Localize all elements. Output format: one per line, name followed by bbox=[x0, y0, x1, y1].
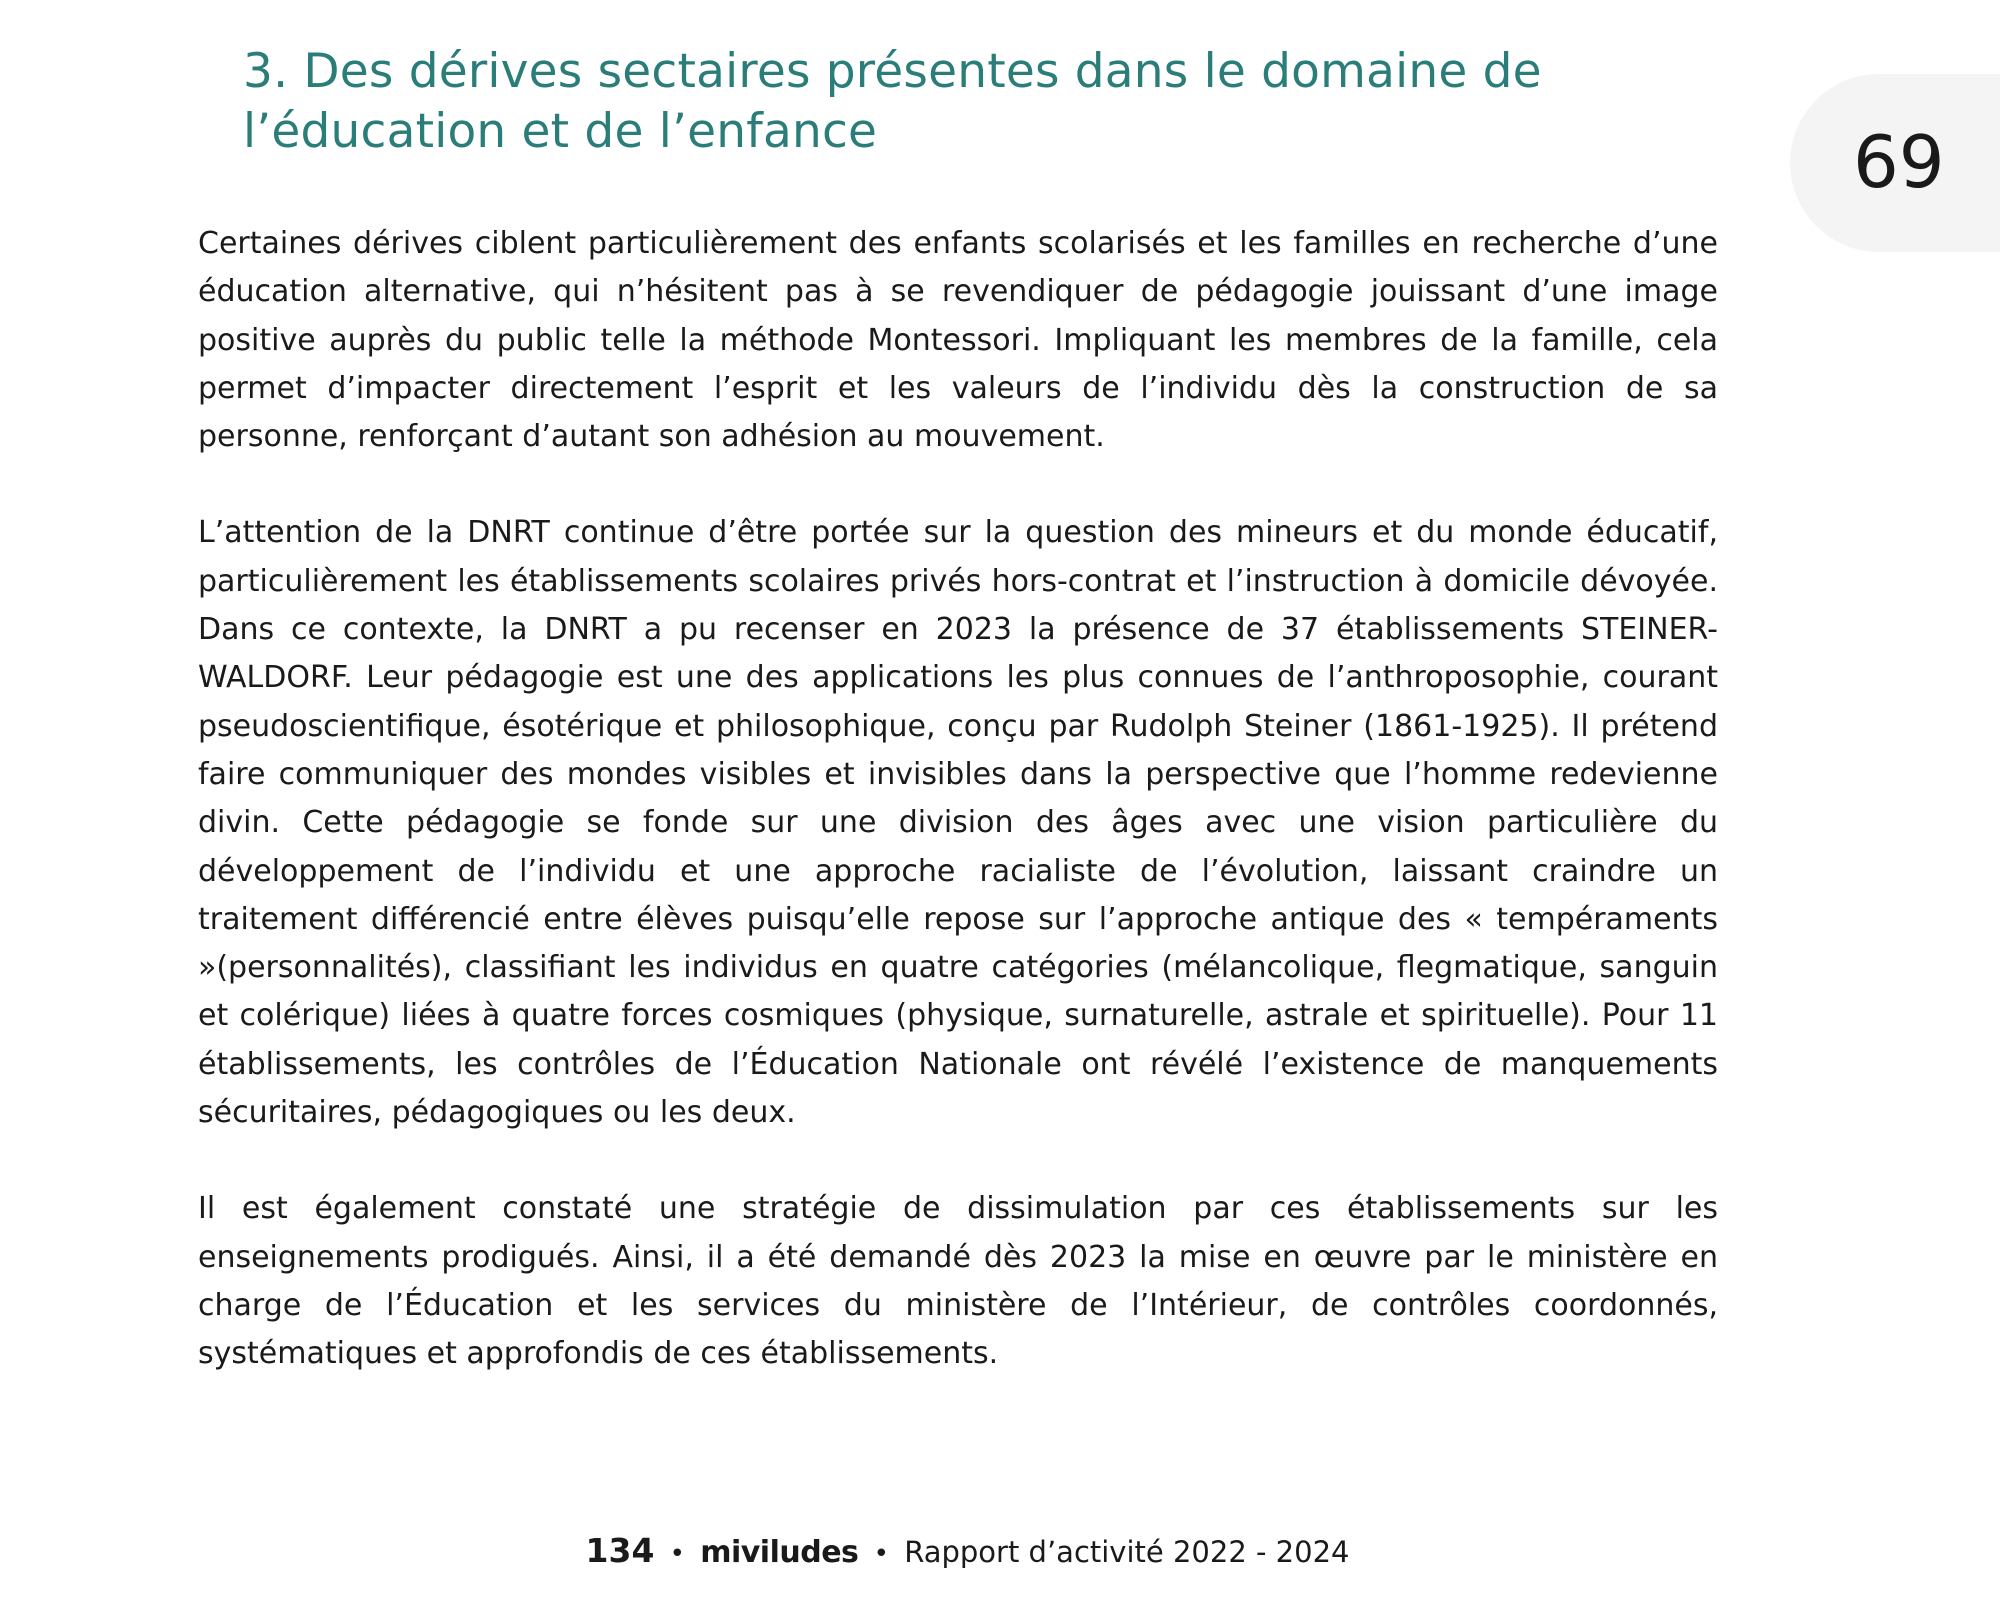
footer-separator-1: • bbox=[669, 1539, 685, 1569]
page-footer bbox=[0, 1527, 1935, 1578]
paragraph-3: Il est également constaté une stratégie de dissimulation par ces établissements sur les enseignements prodigués. Ainsi, il a été demandé dès 2023 la mise en œuvre par le ministère en charge de l’Éducation et les services du ministère de l’Intérieur, de contrôles coordonnés, systématiques et approfondis de ces établissements. bbox=[198, 1191, 1718, 1372]
paragraph-1: Certaines dérives ciblent particulièrement des enfants scolarisés et les familles en recherche d’une éducation alternative, qui n’hésitent pas à se revendiquer de pédagogie jouissant d’une image positive auprès du public telle la méthode Montessori. Impliquant les membres de la famille, cela permet d’impacter directement l’esprit et les valeurs de l’individu dès la construction de sa personne, renforçant d’autant son adhésion au mouvement. bbox=[198, 226, 1718, 455]
footer-separator-2: • bbox=[873, 1539, 889, 1569]
section-title: 3. Des dérives sectaires présentes dans le domaine de l’éducation et de l’enfance bbox=[243, 44, 1542, 159]
footer-brand-logo: miviludes bbox=[700, 1535, 859, 1570]
paragraph-2: L’attention de la DNRT continue d’être portée sur la question des mineurs et du monde éducatif, particulièrement les établissements scolaires privés hors-contrat et l’instruction à domicile dévoyée. Dans ce contexte, la DNRT a pu recenser en 2023 la présence de 37 établissements STEINER-WALDORF. Leur pédagogie est une des applications les plus connues de l’anthroposophie, courant pseudoscientifique, ésotérique et philosophique, conçu par Rudolph Steiner (1861-1925). Il prétend faire communiquer des mondes visibles et invisibles dans la perspective que l’homme redevienne divin. Cette pédagogie se fonde sur une division des âges avec une vision particulière du développement de l’individu et une approche racialiste de l’évolution, laissant craindre un traitement différencié entre élèves puisqu’elle repose sur l’approche antique des « tempéraments »(personnalités), classifiant les individus en quatre catégories (mélancolique, flegmatique, sanguin et colérique) liées à quatre forces cosmiques (physique, surnaturelle, astrale et spirituelle). Pour 11 établissements, les contrôles de l’Éducation Nationale ont révélé l’existence de manquements sécuritaires, pédagogiques ou les deux. bbox=[198, 515, 1718, 1131]
footer-report-title: Rapport d’activité 2022 - 2024 bbox=[904, 1535, 1350, 1569]
body-text bbox=[198, 220, 1718, 1427]
tab-page-number: 69 bbox=[1853, 120, 1945, 204]
footer-page-number: 134 bbox=[585, 1531, 655, 1570]
